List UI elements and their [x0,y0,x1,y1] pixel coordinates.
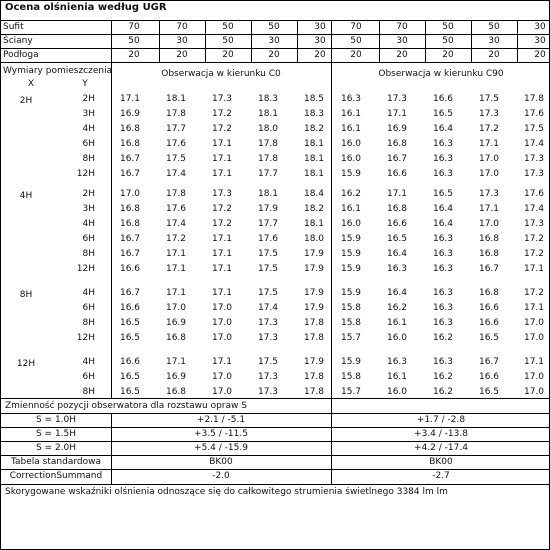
ugr-value-c90: 17.0 [523,372,545,382]
ugr-value-c90: 16.3 [432,234,454,244]
ugr-value-c0: 18.1 [257,189,279,199]
ugr-value-c0: 17.2 [211,109,233,119]
spacing-label: S = 2.0H [35,443,77,453]
spacing-label: S = 1.5H [35,429,77,439]
room-dimension-y: 2H [82,94,95,104]
room-dimension-y: 6H [82,372,95,382]
ugr-value-c0: 17.0 [211,318,233,328]
ugr-value-c90: 16.2 [432,372,454,382]
ugr-value-c90: 17.4 [523,139,545,149]
ugr-value-c90: 17.0 [523,333,545,343]
reflectance-value: 20 [176,50,188,60]
ugr-value-c90: 16.4 [386,288,408,298]
variation-c0: +3.5 / -11.5 [194,429,248,439]
reflectance-label: Ściany [3,36,33,46]
ugr-value-c90: 15.9 [340,357,362,367]
ugr-value-c0: 17.8 [303,318,325,328]
ugr-value-c0: 16.8 [119,124,141,134]
rule-data-bottom [1,398,549,399]
reflectance-value: 20 [442,50,454,60]
ugr-value-c0: 17.1 [211,154,233,164]
ugr-value-c0: 16.8 [119,204,141,214]
ugr-value-c90: 16.7 [478,264,500,274]
ugr-value-c90: 16.3 [432,249,454,259]
room-dimension-y: 8H [82,387,95,397]
ugr-value-c0: 17.1 [211,288,233,298]
dimensions-label: Wymiary pomieszczenia [3,66,113,76]
reflectance-value: 50 [442,36,454,46]
ugr-value-c90: 17.3 [478,109,500,119]
room-dimension-y: 4H [82,288,95,298]
room-dimension-x: 12H [16,359,36,369]
room-dimension-y: 8H [82,154,95,164]
vrule-c0-c90 [331,20,332,484]
reflectance-value: 70 [128,22,140,32]
reflectance-value: 30 [176,36,188,46]
correction-label: CorrectionSummand [9,471,103,481]
correction-c90: -2.7 [432,471,450,481]
ugr-value-c90: 17.3 [386,94,408,104]
ugr-value-c0: 17.0 [211,372,233,382]
ugr-value-c0: 17.3 [257,333,279,343]
standard-table-c0: BK00 [209,457,233,467]
variation-title: Zmienność pozycji obserwatora dla rozstawu opraw S [5,401,247,411]
ugr-value-c0: 17.9 [303,264,325,274]
ugr-value-c90: 17.1 [386,189,408,199]
ugr-value-c0: 17.5 [165,154,187,164]
ugr-value-c0: 17.1 [211,139,233,149]
ugr-value-c0: 17.8 [257,154,279,164]
spacing-label: S = 1.0H [35,415,77,425]
ugr-value-c90: 16.3 [432,154,454,164]
ugr-value-c90: 16.0 [386,387,408,397]
ugr-value-c0: 17.9 [303,249,325,259]
reflectance-value: 50 [442,22,454,32]
ugr-value-c0: 17.3 [257,318,279,328]
ugr-value-c90: 16.6 [478,303,500,313]
ugr-value-c90: 17.5 [478,94,500,104]
ugr-value-c90: 16.4 [432,124,454,134]
ugr-value-c0: 17.0 [211,333,233,343]
ugr-value-c90: 16.7 [386,154,408,164]
ugr-value-c90: 17.3 [523,169,545,179]
ugr-value-c90: 16.2 [432,333,454,343]
ugr-value-c0: 17.5 [257,249,279,259]
ugr-value-c90: 16.1 [340,109,362,119]
reflectance-value: 50 [268,22,280,32]
ugr-value-c0: 17.7 [165,124,187,134]
ugr-value-c90: 16.8 [386,139,408,149]
ugr-value-c0: 17.9 [257,204,279,214]
ugr-value-c0: 17.0 [211,303,233,313]
ugr-value-c0: 18.4 [303,189,325,199]
vrule-labels [111,20,112,399]
ugr-value-c90: 16.5 [432,109,454,119]
reflectance-value: 20 [128,50,140,60]
ugr-value-c0: 16.7 [119,249,141,259]
ugr-value-c90: 16.6 [478,318,500,328]
reflectance-value: 30 [396,36,408,46]
ugr-value-c0: 16.9 [119,109,141,119]
ugr-value-c0: 17.8 [165,189,187,199]
ugr-value-c90: 15.8 [340,318,362,328]
ugr-value-c90: 17.4 [523,204,545,214]
variation-c0: +2.1 / -5.1 [196,415,246,425]
ugr-value-c90: 16.6 [432,94,454,104]
ugr-value-c90: 17.0 [523,318,545,328]
ugr-value-c90: 16.3 [432,303,454,313]
ugr-value-c0: 17.0 [119,189,141,199]
ugr-value-c90: 16.3 [432,357,454,367]
ugr-value-c0: 17.2 [211,204,233,214]
variation-c0: +5.4 / -15.9 [194,443,248,453]
ugr-value-c90: 17.1 [523,303,545,313]
room-dimension-y: 2H [82,189,95,199]
ugr-value-c0: 16.9 [165,372,187,382]
ugr-value-c0: 16.8 [119,139,141,149]
observation-c90-header: Obserwacja w kierunku C90 [378,69,504,79]
correction-c0: -2.0 [212,471,230,481]
room-dimension-y: 3H [82,109,95,119]
reflectance-value: 50 [222,22,234,32]
reflectance-value: 20 [222,50,234,60]
ugr-value-c0: 17.8 [165,109,187,119]
ugr-value-c0: 17.3 [211,94,233,104]
ugr-value-c0: 17.8 [257,139,279,149]
ugr-value-c0: 17.1 [119,94,141,104]
room-dimension-y: 12H [76,264,95,274]
ugr-value-c90: 15.9 [340,288,362,298]
ugr-value-c0: 17.4 [165,219,187,229]
ugr-value-c90: 16.5 [432,189,454,199]
ugr-value-c0: 17.1 [165,357,187,367]
ugr-value-c0: 17.7 [257,219,279,229]
ugr-value-c90: 17.1 [523,357,545,367]
ugr-value-c0: 16.8 [119,219,141,229]
reflectance-value: 30 [314,36,326,46]
table-title: Ocena olśnienia według UGR [5,2,167,13]
room-dimension-y: 3H [82,204,95,214]
ugr-value-c90: 17.6 [523,109,545,119]
ugr-value-c90: 15.9 [340,169,362,179]
ugr-value-c90: 16.0 [386,333,408,343]
ugr-value-c90: 16.5 [478,333,500,343]
ugr-value-c0: 16.8 [165,387,187,397]
reflectance-value: 30 [314,22,326,32]
variation-c90: +3.4 / -13.8 [414,429,468,439]
ugr-value-c90: 16.6 [478,372,500,382]
ugr-value-c90: 15.9 [340,234,362,244]
ugr-value-c0: 18.0 [257,124,279,134]
reflectance-value: 70 [176,22,188,32]
ugr-value-c90: 17.0 [478,169,500,179]
ugr-value-c90: 16.1 [386,372,408,382]
ugr-value-c0: 16.6 [119,264,141,274]
ugr-value-c90: 16.2 [340,189,362,199]
ugr-value-c90: 16.3 [432,139,454,149]
ugr-value-c90: 17.6 [523,189,545,199]
ugr-value-c0: 17.1 [211,249,233,259]
ugr-value-c90: 17.1 [478,139,500,149]
room-dimension-y: 4H [82,219,95,229]
rule-podloga [1,62,549,63]
reflectance-value: 20 [314,50,326,60]
ugr-value-c90: 17.1 [386,109,408,119]
ugr-value-c90: 16.2 [386,303,408,313]
ugr-value-c0: 18.0 [303,234,325,244]
ugr-value-c90: 16.4 [386,249,408,259]
reflectance-value: 20 [534,50,546,60]
room-dimension-y: 6H [82,303,95,313]
ugr-value-c0: 17.8 [303,372,325,382]
ugr-value-c0: 18.1 [165,94,187,104]
ugr-value-c0: 18.5 [303,94,325,104]
ugr-value-c0: 17.8 [303,387,325,397]
room-dimension-y: 12H [76,169,95,179]
reflectance-value: 20 [488,50,500,60]
ugr-value-c0: 17.4 [165,169,187,179]
reflectance-value: 50 [350,36,362,46]
ugr-value-c0: 18.2 [303,204,325,214]
ugr-value-c0: 18.1 [303,169,325,179]
room-dimension-x: 8H [19,290,33,300]
ugr-value-c0: 18.3 [257,94,279,104]
ugr-value-c0: 16.8 [165,333,187,343]
ugr-value-c0: 18.2 [303,124,325,134]
ugr-value-c90: 17.2 [478,124,500,134]
ugr-value-c0: 17.1 [165,264,187,274]
ugr-value-c90: 16.6 [386,169,408,179]
reflectance-value: 30 [534,36,546,46]
ugr-value-c0: 16.7 [119,169,141,179]
ugr-value-c0: 17.3 [257,387,279,397]
dimension-y-header: Y [82,79,88,89]
standard-table-c90: BK00 [429,457,453,467]
reflectance-label: Podłoga [3,50,39,60]
ugr-value-c0: 18.1 [303,139,325,149]
ugr-value-c0: 17.6 [257,234,279,244]
ugr-value-c90: 16.3 [432,264,454,274]
ugr-value-c90: 17.2 [523,288,545,298]
ugr-value-c90: 16.6 [386,219,408,229]
ugr-value-c90: 17.0 [478,154,500,164]
ugr-value-c0: 17.1 [165,288,187,298]
ugr-value-c90: 15.9 [340,249,362,259]
room-dimension-x: 2H [19,96,33,106]
ugr-value-c0: 17.9 [303,288,325,298]
ugr-value-c0: 17.0 [211,387,233,397]
reflectance-value: 20 [350,50,362,60]
ugr-value-c90: 16.5 [386,234,408,244]
footnote: Skorygowane wskaźniki olśnienia odnoszące się do całkowitego strumienia świetlnego 3384 lm lm [5,487,448,497]
ugr-value-c90: 16.3 [340,94,362,104]
ugr-value-c0: 17.8 [303,333,325,343]
ugr-value-c90: 16.0 [340,219,362,229]
ugr-value-c90: 16.1 [340,204,362,214]
ugr-value-c0: 17.1 [211,264,233,274]
ugr-value-c90: 17.1 [478,204,500,214]
reflectance-value: 20 [268,50,280,60]
reflectance-value: 30 [534,22,546,32]
ugr-value-c0: 17.3 [257,372,279,382]
room-dimension-y: 4H [82,357,95,367]
ugr-value-c0: 18.1 [257,109,279,119]
ugr-value-c0: 17.2 [165,234,187,244]
ugr-value-c0: 17.1 [165,249,187,259]
ugr-value-c0: 16.6 [119,357,141,367]
ugr-value-c0: 17.4 [257,303,279,313]
variation-c90: +4.2 / -17.4 [414,443,468,453]
reflectance-value: 70 [396,22,408,32]
ugr-value-c90: 16.5 [478,387,500,397]
ugr-value-c0: 16.5 [119,318,141,328]
ugr-value-c90: 16.8 [478,288,500,298]
ugr-value-c90: 16.9 [386,124,408,134]
room-dimension-y: 8H [82,318,95,328]
ugr-value-c0: 16.5 [119,333,141,343]
ugr-value-c90: 15.8 [340,372,362,382]
ugr-value-c0: 17.7 [257,169,279,179]
ugr-value-c90: 16.3 [432,169,454,179]
observation-c0-header: Obserwacja w kierunku C0 [161,69,281,79]
room-dimension-y: 6H [82,234,95,244]
ugr-value-c90: 16.3 [432,288,454,298]
variation-c90: +1.7 / -2.8 [416,415,466,425]
ugr-value-c90: 17.3 [478,189,500,199]
ugr-value-c0: 18.3 [303,109,325,119]
ugr-value-c0: 17.5 [257,288,279,298]
ugr-value-c90: 16.1 [386,318,408,328]
reflectance-value: 30 [268,36,280,46]
ugr-value-c0: 16.7 [119,234,141,244]
ugr-value-c90: 16.0 [340,154,362,164]
ugr-value-c90: 17.3 [523,154,545,164]
ugr-value-c90: 16.3 [386,264,408,274]
ugr-value-c90: 17.3 [523,219,545,229]
ugr-value-c90: 17.1 [523,264,545,274]
ugr-value-c0: 18.1 [303,219,325,229]
ugr-value-c90: 17.0 [523,387,545,397]
reflectance-value: 50 [128,36,140,46]
dimension-x-header: X [27,79,35,89]
ugr-value-c90: 16.4 [432,204,454,214]
ugr-value-c90: 17.5 [523,124,545,134]
ugr-value-c90: 16.0 [340,139,362,149]
ugr-value-c0: 17.2 [211,219,233,229]
ugr-value-c90: 16.3 [432,318,454,328]
vrule-variation-label [111,413,112,484]
standard-table-label: Tabela standardowa [11,457,101,467]
reflectance-value: 50 [488,22,500,32]
room-dimension-y: 12H [76,333,95,343]
ugr-value-c90: 15.9 [340,264,362,274]
ugr-value-c90: 16.8 [478,234,500,244]
ugr-value-c0: 17.9 [303,357,325,367]
ugr-value-c90: 16.2 [432,387,454,397]
ugr-value-c90: 15.7 [340,387,362,397]
room-dimension-y: 4H [82,124,95,134]
ugr-value-c0: 16.7 [119,288,141,298]
ugr-value-c90: 16.8 [386,204,408,214]
ugr-value-c0: 17.3 [211,189,233,199]
ugr-value-c90: 17.2 [523,249,545,259]
ugr-value-c90: 17.2 [523,234,545,244]
ugr-value-c90: 16.1 [340,124,362,134]
ugr-value-c0: 17.5 [257,264,279,274]
ugr-value-c90: 17.0 [478,219,500,229]
reflectance-value: 70 [350,22,362,32]
reflectance-label: Sufit [3,22,24,32]
ugr-value-c0: 17.1 [211,234,233,244]
ugr-value-c0: 16.7 [119,154,141,164]
ugr-value-c0: 17.6 [165,204,187,214]
reflectance-value: 50 [222,36,234,46]
ugr-value-c0: 17.5 [257,357,279,367]
ugr-value-c0: 16.5 [119,387,141,397]
room-dimension-x: 4H [19,191,33,201]
ugr-value-c0: 17.1 [211,169,233,179]
ugr-value-c90: 17.8 [523,94,545,104]
reflectance-value: 30 [488,36,500,46]
ugr-value-c0: 16.9 [165,318,187,328]
ugr-value-c0: 17.9 [303,303,325,313]
ugr-value-c90: 15.7 [340,333,362,343]
ugr-value-c0: 16.6 [119,303,141,313]
ugr-value-c90: 16.7 [478,357,500,367]
ugr-value-c0: 16.5 [119,372,141,382]
ugr-value-c90: 16.3 [386,357,408,367]
ugr-value-c0: 17.0 [165,303,187,313]
room-dimension-y: 8H [82,249,95,259]
ugr-value-c0: 17.1 [211,357,233,367]
ugr-value-c90: 16.4 [432,219,454,229]
ugr-value-c0: 17.2 [211,124,233,134]
ugr-value-c0: 17.6 [165,139,187,149]
ugr-value-c90: 15.8 [340,303,362,313]
ugr-value-c0: 18.1 [303,154,325,164]
rule-correction [1,484,549,485]
reflectance-value: 20 [396,50,408,60]
room-dimension-y: 6H [82,139,95,149]
ugr-value-c90: 16.8 [478,249,500,259]
